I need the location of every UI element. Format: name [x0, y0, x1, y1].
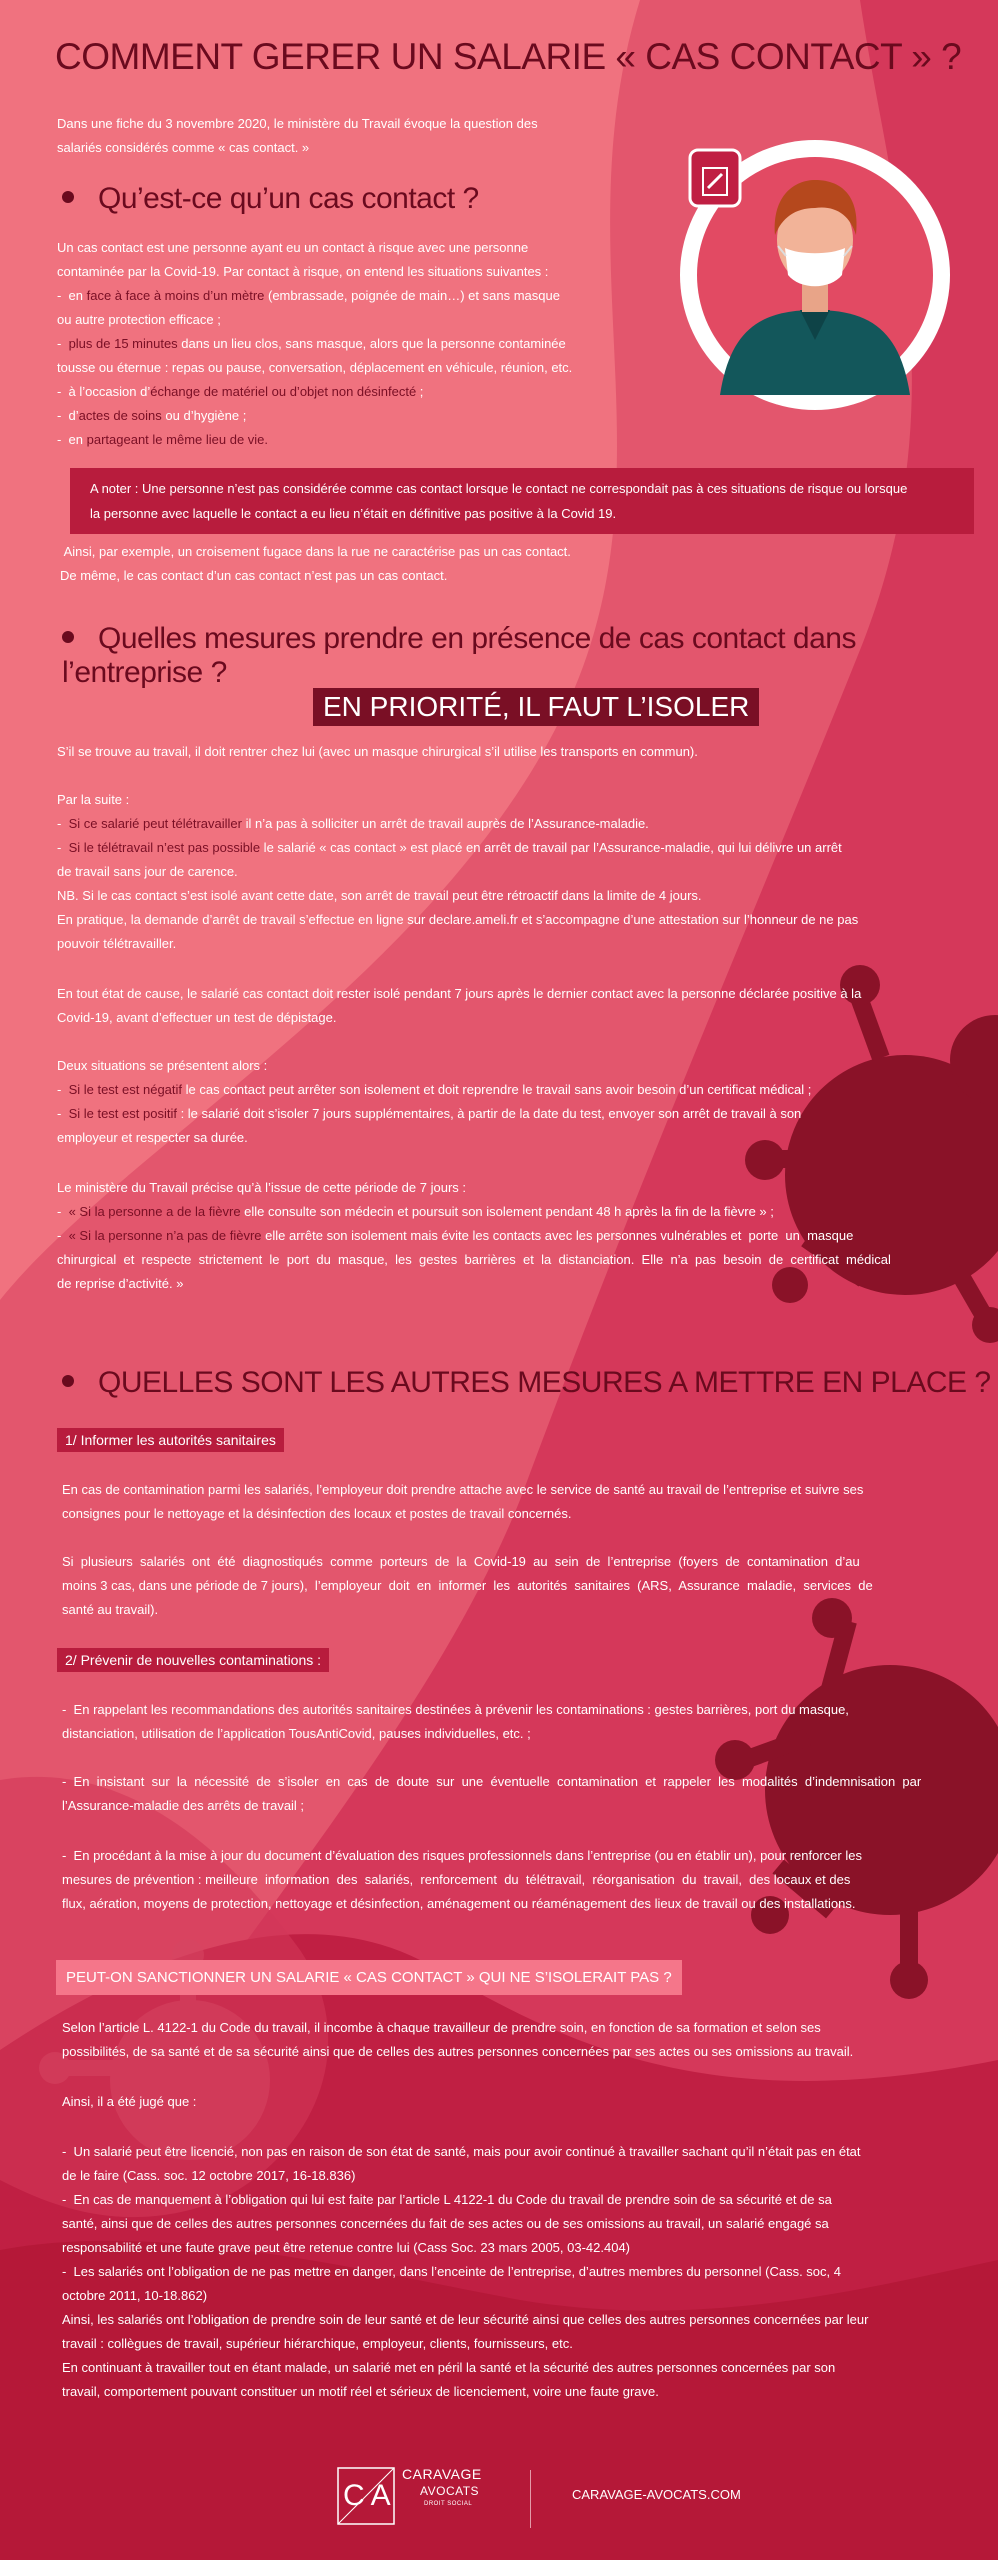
pos-highlight: Si le test est positif: [68, 1106, 177, 1121]
risk-item: [57, 404, 657, 428]
neg-highlight: Si le test est négatif: [68, 1082, 183, 1097]
risk-item-text: dans un lieu clos, sans masque, alors que la personne contaminée tousse ou éternue : repas ou pause, conversation, déplacement en véhicule, réunion, etc.: [57, 336, 573, 375]
risk-item-text: (embrassade, poignée de main…) et sans masque ou autre protection efficace ;: [57, 288, 560, 327]
nofievre-highlight: « Si la personne n’a pas de fièvre: [68, 1228, 262, 1243]
ministere-label: Le ministère du Travail précise qu’à l’issue de cette période de 7 jours :: [57, 1180, 466, 1195]
neg-text: le cas contact peut arrêter son isolement et doit reprendre le travail sans avoir besoin d’un certificat médical ;: [182, 1082, 812, 1097]
risk-item-highlight: partageant le même lieu de vie.: [86, 432, 269, 447]
section4-p1: Selon l’article L. 4122-1 du Code du travail, il incombe à chaque travailleur de prendre soin, en fonction de sa formation et selon ses possibilités, de sa santé et de sa sécurité ainsi que de celles des autres personnes concernées par ses actes ou ses omissions au travail.: [62, 2020, 854, 2059]
footer-divider: [530, 2470, 531, 2528]
fievre-items: - « Si la personne a de la fièvre elle consulte son médecin et poursuit son isolement pendant 48 h après la fin de la fièvre » ; - « Si la personne n’a pas de fièvre elle arrête son isolement mais évite les contacts avec les personnes vulnérables et porte un masque chirurgical et respecte strictement le port du masque, les gestes barrières et la distanciation. Elle n’a pas besoin de certificat médical de reprise d’activité. »: [57, 1204, 891, 1291]
sanction-banner: PEUT-ON SANCTIONNER UN SALARIE « CAS CONTACT » QUI NE S’ISOLERAIT PAS ?: [56, 1960, 682, 1995]
note-box: A noter : Une personne n’est pas considérée comme cas contact lorsque le contact ne correspondait pas à ces situations de risque ou lorsque la personne avec laquelle le contact a eu lieu n’était en définitive pas positive à la Covid 19.: [70, 468, 974, 534]
suite2-text: le salarié « cas contact » est placé en arrêt de travail par l’Assurance-maladie, qui lui délivre un arrêt de travail sans jour de carence.: [57, 840, 842, 879]
section3-heading-text: QUELLES SONT LES AUTRES MESURES A METTRE EN PLACE ?: [98, 1366, 991, 1399]
definition-text: Un cas contact est une personne ayant eu un contact à risque avec une personne contaminée par la Covid-19. Par contact à risque, on entend les situations suivantes :: [57, 240, 549, 279]
section2-heading: [62, 622, 998, 690]
risk-list: [57, 284, 657, 452]
test-items: - Si le test est négatif le cas contact peut arrêter son isolement et doit reprendre le travail sans avoir besoin d’un certificat médical ; - Si le test est positif : le salarié doit s’isoler 7 jours supplémentaires, à partir de la date du test, envoyer son arrêt de travail à son employeur et respecter sa durée.: [57, 1082, 812, 1145]
section4-p2: Ainsi, il a été jugé que :: [62, 2094, 197, 2109]
nb-text: NB. Si le cas contact s’est isolé avant cette date, son arrêt de travail peut être rétroactif dans la limite de 4 jours. En pratique, la demande d’arrêt de travail s’effectue en ligne sur declare.ameli.fr et s’accompagne d’une attestation sur l’honneur de ne pas pouvoir télétravailler.: [57, 888, 859, 951]
section4-p3: - Un salarié peut être licencié, non pas en raison de son état de santé, mais pour avoir continué à travailler sachant qu’il n’était pas en état de le faire (Cass. soc. 12 octobre 2017, 16-18.836) - En cas de manquement à l’obligation qui lui est faite par l’article L 4122-1 du Code du travail de prendre soin de sa sécurité et de sa santé, ainsi que de celles des autres personnes concernées du fait de ses actes ou de ses omissions au travail, un salarié engagé sa responsabilité et une faute grave peut être retenue contre lui (Cass Soc. 23 mars 2005, 03-42.404) - Les salariés ont l’obligation de ne pas mettre en danger, dans l’enceinte de l’entreprise, d’autres membres du personnel (Cass. soc, 4 octobre 2011, 10-18.862) Ainsi, les salariés ont l’obligation de prendre soin de leur santé et de leur sécurité ainsi que celles des autres personnes concernées par leur travail : collègues de travail, supérieur hiérarchique, employeur, clients, fournisseurs, etc. En continuant à travailler tout en étant malade, un salarié met en péril la santé et la sécurité des autres personnes concernées par son travail, comportement pouvant constituer un motif réel et sérieux de licenciement, voire une faute grave.: [62, 2144, 869, 2399]
suite-label: Par la suite :: [57, 792, 130, 807]
section3-heading: [62, 1366, 991, 1400]
measure-3: - En procédant à la mise à jour du document d’évaluation des risques professionnels dans l’entreprise (ou en établir un), pour renforcer les mesures de prévention : meilleure information des salariés, renforcement du télétravail, réorganisation du travail, des locaux et des flux, aération, moyens de protection, nettoyage et désinfection, aménagement ou réaménagement des lieux de travail ou des installations.: [62, 1848, 862, 1911]
logo-text: [402, 2466, 482, 2509]
risk-item-prefix: - d’: [57, 408, 79, 423]
risk-item-prefix: - à l’occasion d’: [57, 384, 151, 399]
suite1-highlight: Si ce salarié peut télétravailler: [68, 816, 242, 831]
intro-text: Dans une fiche du 3 novembre 2020, le ministère du Travail évoque la question des salariés considérés comme « cas contact. »: [57, 116, 538, 155]
priority-banner: EN PRIORITÉ, IL FAUT L’ISOLER: [313, 688, 759, 726]
risk-item-highlight: actes de soins: [78, 408, 162, 423]
page-title: COMMENT GERER UN SALARIE « CAS CONTACT » ?: [55, 36, 962, 77]
risk-item-text: ou d’hygiène ;: [161, 408, 247, 423]
bullet-icon: [62, 631, 74, 643]
footer-url[interactable]: CARAVAGE-AVOCATS.COM: [572, 2487, 741, 2502]
suite-items: - Si ce salarié peut télétravailler il n’a pas à solliciter un arrêt de travail auprès de l’Assurance-maladie. - Si le télétravail n’est pas possible le salarié « cas contact » est placé en arrêt de travail par l’Assurance-maladie, qui lui délivre un arrêt de travail sans jour de carence.: [57, 816, 842, 879]
section3-p1: En cas de contamination parmi les salariés, l’employeur doit prendre attache avec le service de santé au travail de l’entreprise et suivre ses consignes pour le nettoyage et la désinfection des locaux et postes de travail concernés.: [62, 1482, 864, 1521]
risk-item-prefix: -: [57, 336, 69, 351]
risk-item: [57, 428, 657, 452]
risk-item: [57, 380, 657, 404]
bullet-icon: [62, 191, 74, 203]
risk-item-highlight: plus de 15 minutes: [68, 336, 178, 351]
logo-mark: CA: [343, 2479, 397, 2512]
risk-item-highlight: échange de matériel ou d’objet non désinfecté: [150, 384, 417, 399]
section1-heading: [62, 182, 479, 216]
deux-label: Deux situations se présentent alors :: [57, 1058, 268, 1073]
nofievre-text: elle arrête son isolement mais évite les contacts avec les personnes vulnérables et porte un masque chirurgical et respecte strictement le port du masque, les gestes barrières et la distanciation. Elle n’a pas besoin de certificat médical de reprise d’activité. »: [57, 1228, 891, 1291]
section2-heading-text: Quelles mesures prendre en présence de cas contact dans l’entreprise ?: [62, 622, 856, 689]
brand-name: CARAVAGE: [402, 2466, 482, 2482]
risk-item-prefix: - en: [57, 432, 87, 447]
measure-2: - En insistant sur la nécessité de s’isoler en cas de doute sur une éventuelle contamination et rappeler les modalités d’indemnisation par l’Assurance-maladie des arrêts de travail ;: [62, 1774, 922, 1813]
suite1-text: il n’a pas à solliciter un arrêt de travail auprès de l’Assurance-maladie.: [241, 816, 649, 831]
pos-text: : le salarié doit s’isoler 7 jours supplémentaires, à partir de la date du test, envoyer son arrêt de travail à son employeur et respecter sa durée.: [57, 1106, 802, 1145]
after-note-text: Ainsi, par exemple, un croisement fugace dans la rue ne caractérise pas un cas contact. De même, le cas contact d’un cas contact n’est pas un cas contact.: [60, 544, 571, 583]
section2-p1: S’il se trouve au travail, il doit rentrer chez lui (avec un masque chirurgical s’il utilise les transports en commun).: [57, 744, 698, 759]
fievre-text: elle consulte son médecin et poursuit son isolement pendant 48 h après la fin de la fièvre » ;: [240, 1204, 774, 1219]
risk-item: [57, 284, 657, 332]
section3-p2: Si plusieurs salariés ont été diagnostiqués comme porteurs de la Covid-19 au sein de l’entreprise (foyers de contamination d’au moins 3 cas, dans une période de 7 jours), l’employeur doit en informer les autorités sanitaires (ARS, Assurance maladie, services de santé au travail).: [62, 1554, 873, 1617]
risk-item-highlight: face à face à moins d’un mètre: [86, 288, 265, 303]
tag-informer: 1/ Informer les autorités sanitaires: [57, 1428, 284, 1452]
tag-prevenir: 2/ Prévenir de nouvelles contaminations :: [57, 1648, 329, 1672]
risk-item-text: ;: [416, 384, 424, 399]
brand-tagline: DROIT SOCIAL: [424, 2501, 473, 2507]
risk-item-prefix: - en: [57, 288, 87, 303]
suite2-highlight: Si le télétravail n’est pas possible: [68, 840, 261, 855]
fievre-highlight: « Si la personne a de la fièvre: [68, 1204, 241, 1219]
brand-sub: AVOCATS: [420, 2484, 480, 2498]
section1-heading-text: Qu’est-ce qu’un cas contact ?: [98, 182, 479, 215]
measure-1: - En rappelant les recommandations des autorités sanitaires destinées à prévenir les contaminations : gestes barrières, port du masque, distanciation, utilisation de l’application TousAntiCovid, pauses individuelles, etc. ;: [62, 1702, 849, 1741]
risk-item: [57, 332, 657, 380]
section2-p2: En tout état de cause, le salarié cas contact doit rester isolé pendant 7 jours après le dernier contact avec la personne déclarée positive à la Covid-19, avant d’effectuer un test de dépistage.: [57, 986, 862, 1025]
bullet-icon: [62, 1375, 74, 1387]
